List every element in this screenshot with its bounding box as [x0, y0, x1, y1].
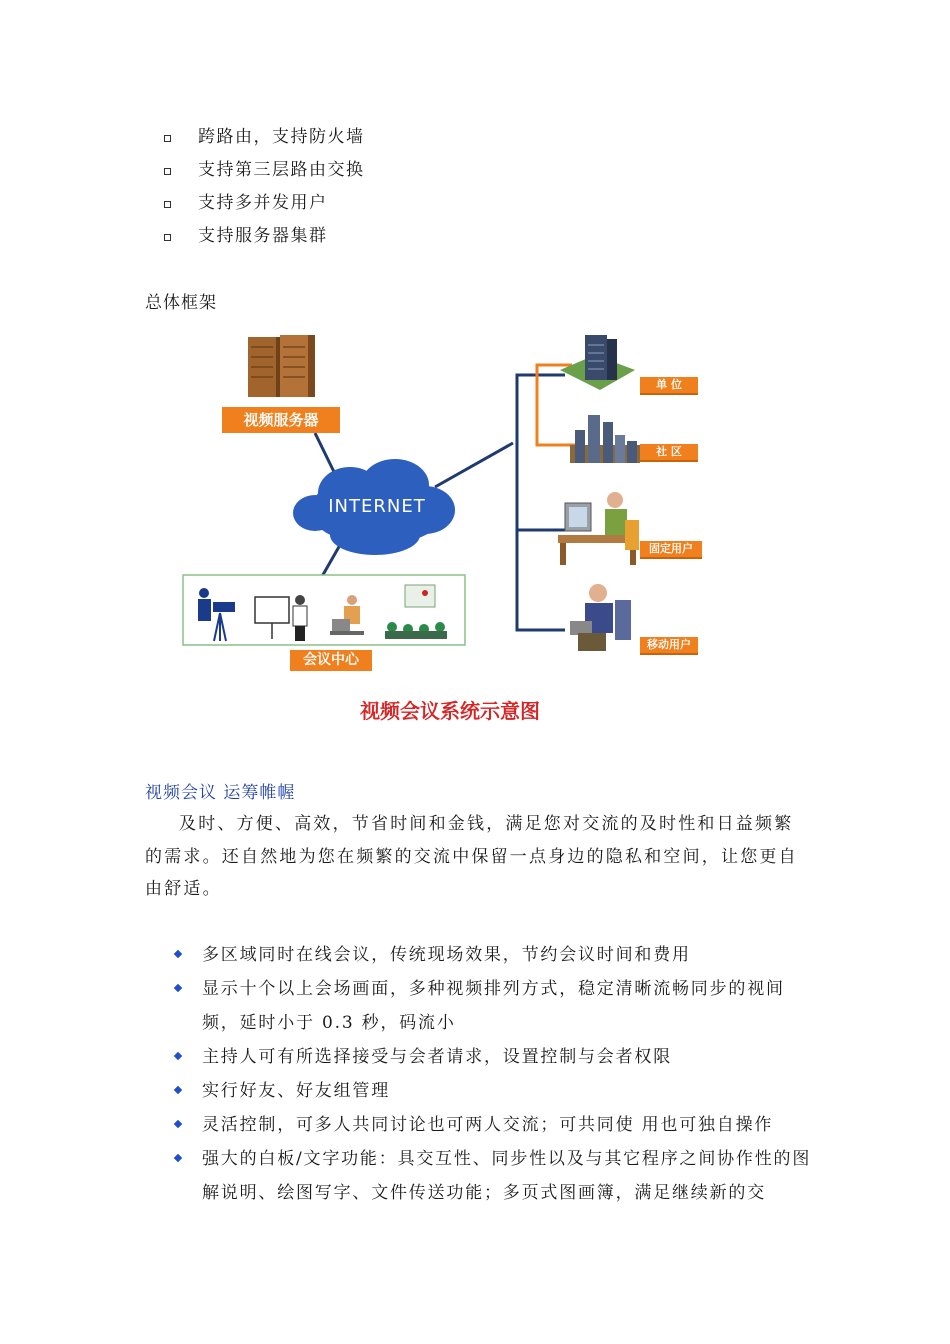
city-skyline-icon: [570, 415, 640, 463]
square-bullet-icon: [164, 135, 171, 142]
internet-label: INTERNET: [328, 496, 426, 517]
endpoint-label-fixed-user: 固定用户: [640, 541, 702, 559]
trunk-link-line: [435, 443, 513, 487]
list-item-text: 支持多并发用户: [198, 193, 328, 213]
diamond-bullet-icon: [174, 984, 182, 992]
list-item-text: 多区域同时在线会议，传统现场效果，节约会议时间和费用: [202, 945, 691, 965]
diagram-graphics: [180, 325, 720, 725]
diagram-title: 视频会议系统示意图: [360, 699, 540, 723]
list-item: [172, 1142, 812, 1210]
feature-list: [172, 938, 812, 1210]
list-item: [160, 188, 365, 221]
section-heading: 视频会议 运筹帷幄: [145, 783, 296, 803]
diamond-bullet-icon: [174, 950, 182, 958]
list-item: [172, 972, 812, 1040]
square-bullet-icon: [164, 234, 171, 241]
square-bullet-icon: [164, 201, 171, 208]
list-item-text: 跨路由，支持防火墙: [198, 127, 365, 147]
intro-paragraph: 及时、方便、高效，节省时间和金钱，满足您对交流的及时性和日益频繁的需求。还自然地为您在频繁的交流中保留一点身边的隐私和空间，让您更自由舒适。: [145, 814, 798, 899]
list-item-text: 强大的白板/文字功能：具交互性、同步性以及与其它程序之间协作性的图解说明、绘图写字、文件传送功能；多页式图画簿，满足继续新的交: [202, 1149, 812, 1203]
office-building-icon: [560, 335, 635, 390]
feature-list-top: [160, 122, 365, 254]
meeting-center-label: 会议中心: [290, 650, 372, 671]
network-tree-line: [517, 375, 565, 630]
list-item: [160, 155, 365, 188]
diamond-bullet-icon: [174, 1052, 182, 1060]
server-label: 视频服务器: [222, 407, 340, 433]
endpoint-label-unit: 单 位: [640, 377, 698, 395]
endpoint-label-mobile-user: 移动用户: [640, 637, 698, 655]
list-item: [172, 938, 812, 972]
list-item-text: 主持人可有所选择接受与会者请求，设置控制与会者权限: [202, 1047, 672, 1067]
desktop-user-icon: [558, 492, 639, 565]
section-label: 总体框架: [145, 293, 217, 313]
list-item: [172, 1074, 812, 1108]
server-icon: [248, 335, 315, 397]
endpoint-label-community: 社 区: [640, 444, 698, 462]
laptop-mobile-user-icon: [570, 584, 631, 651]
list-item: [172, 1040, 812, 1074]
list-item-text: 实行好友、好友组管理: [202, 1081, 390, 1101]
list-item-text: 支持第三层路由交换: [198, 160, 365, 180]
list-item: [160, 122, 365, 155]
list-item-text: 支持服务器集群: [198, 226, 328, 246]
system-diagram: [180, 325, 720, 725]
orange-branch-line: [537, 365, 575, 445]
camera-operator-icon: [190, 580, 240, 642]
list-item-text: 显示十个以上会场画面，多种视频排列方式，稳定清晰流畅同步的视间频，延时小于 0.3 秒，码流小: [202, 979, 785, 1033]
list-item-text: 灵活控制，可多人共同讨论也可两人交流；可共同使 用也可独自操作: [202, 1115, 774, 1135]
diamond-bullet-icon: [174, 1154, 182, 1162]
list-item: [160, 221, 365, 254]
diamond-bullet-icon: [174, 1120, 182, 1128]
square-bullet-icon: [164, 168, 171, 175]
list-item: [172, 1108, 812, 1142]
diamond-bullet-icon: [174, 1086, 182, 1094]
